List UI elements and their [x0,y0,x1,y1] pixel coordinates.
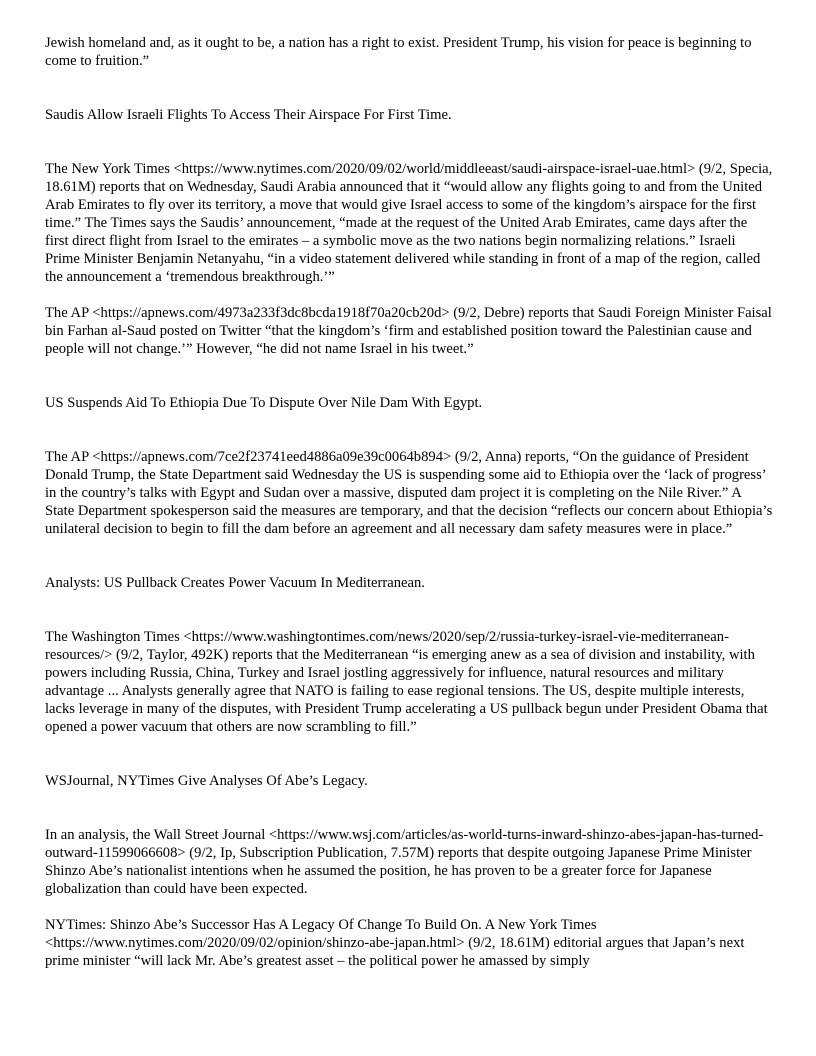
paragraph-trump-vision: Jewish homeland and, as it ought to be, a nation has a right to exist. President Trump, his vision for peace is beginning to come to fruition.” [45,35,752,69]
paragraph-nyt-abe-successor: NYTimes: Shinzo Abe’s Successor Has A Legacy Of Change To Build On. A New York Times <https://www.nytimes.com/2020/09/02/opinion/shinzo-abe-japan.html> (9/2, 18.61M) editorial argues that Japan’s next prime minister “will lack Mr. Abe’s greatest asset – the political power he amassed by simply [45,917,745,969]
paragraph-ap-saudi-foreign-minister: The AP <https://apnews.com/4973a233f3dc8bcda1918f70a20cb20d> (9/2, Debre) reports that Saudi Foreign Minister Faisal bin Farhan al-Saud posted on Twitter “that the kingdom’s ‘firm and established position toward the Palestinian cause and people will not change.’” However, “he did not name Israel in his tweet.” [45,305,772,357]
headline-mediterranean-vacuum: Analysts: US Pullback Creates Power Vacuum In Mediterranean. [45,575,425,591]
document-page [45,34,773,970]
headline-ethiopia-aid: US Suspends Aid To Ethiopia Due To Dispute Over Nile Dam With Egypt. [45,395,483,411]
paragraph-nyt-saudi-airspace: The New York Times <https://www.nytimes.com/2020/09/02/world/middleeast/saudi-airspace-israel-uae.html> (9/2, Specia, 18.61M) reports that on Wednesday, Saudi Arabia announced that it “would allow any flights going to and from the United Arab Emirates to fly over its territory, a move that would give Israel access to some of the kingdom’s airspace for the first time.” The Times says the Saudis’ announcement, “made at the request of the United Arab Emirates, came days after the first direct flight from Israel to the emirates – a symbolic move as the two nations begin normalizing relations.” Israeli Prime Minister Benjamin Netanyahu, “in a video statement delivered while standing in front of a map of the region, called the announcement a ‘tremendous breakthrough.’” [45,161,773,285]
headline-abe-legacy: WSJournal, NYTimes Give Analyses Of Abe’s Legacy. [45,773,368,789]
paragraph-ap-ethiopia-dam: The AP <https://apnews.com/7ce2f23741eed4886a09e39c0064b894> (9/2, Anna) reports, “On the guidance of President Donald Trump, the State Department said Wednesday the US is suspending some aid to Ethiopia over the ‘lack of progress’ in the country’s talks with Egypt and Sudan over a massive, disputed dam project it is completing on the Nile River.” A State Department spokesperson said the measures are temporary, and that the decision “reflects our concern about Ethiopia’s unilateral decision to begin to fill the dam before an agreement and all necessary dam safety measures were in place.” [45,449,773,537]
paragraph-washington-times-mediterranean: The Washington Times <https://www.washingtontimes.com/news/2020/sep/2/russia-turkey-israel-vie-mediterranean-resources/> (9/2, Taylor, 492K) reports that the Mediterranean “is emerging anew as a sea of division and instability, with powers including Russia, China, Turkey and Israel jostling aggressively for influence, natural resources and military advantage ... Analysts generally agree that NATO is failing to ease regional tensions. The US, despite multiple interests, lacks leverage in many of the disputes, with President Trump accelerating a US pullback begun under President Obama that opened a power vacuum that others are now scrambling to fill.” [45,629,768,735]
headline-saudi-airspace: Saudis Allow Israeli Flights To Access Their Airspace For First Time. [45,107,452,123]
paragraph-wsj-abe-analysis: In an analysis, the Wall Street Journal <https://www.wsj.com/articles/as-world-turns-inward-shinzo-abes-japan-has-turned-outward-11599066608> (9/2, Ip, Subscription Publication, 7.57M) reports that despite outgoing Japanese Prime Minister Shinzo Abe’s nationalist intentions when he assumed the position, he has proven to be a greater force for Japanese globalization than could have been expected. [45,827,764,897]
